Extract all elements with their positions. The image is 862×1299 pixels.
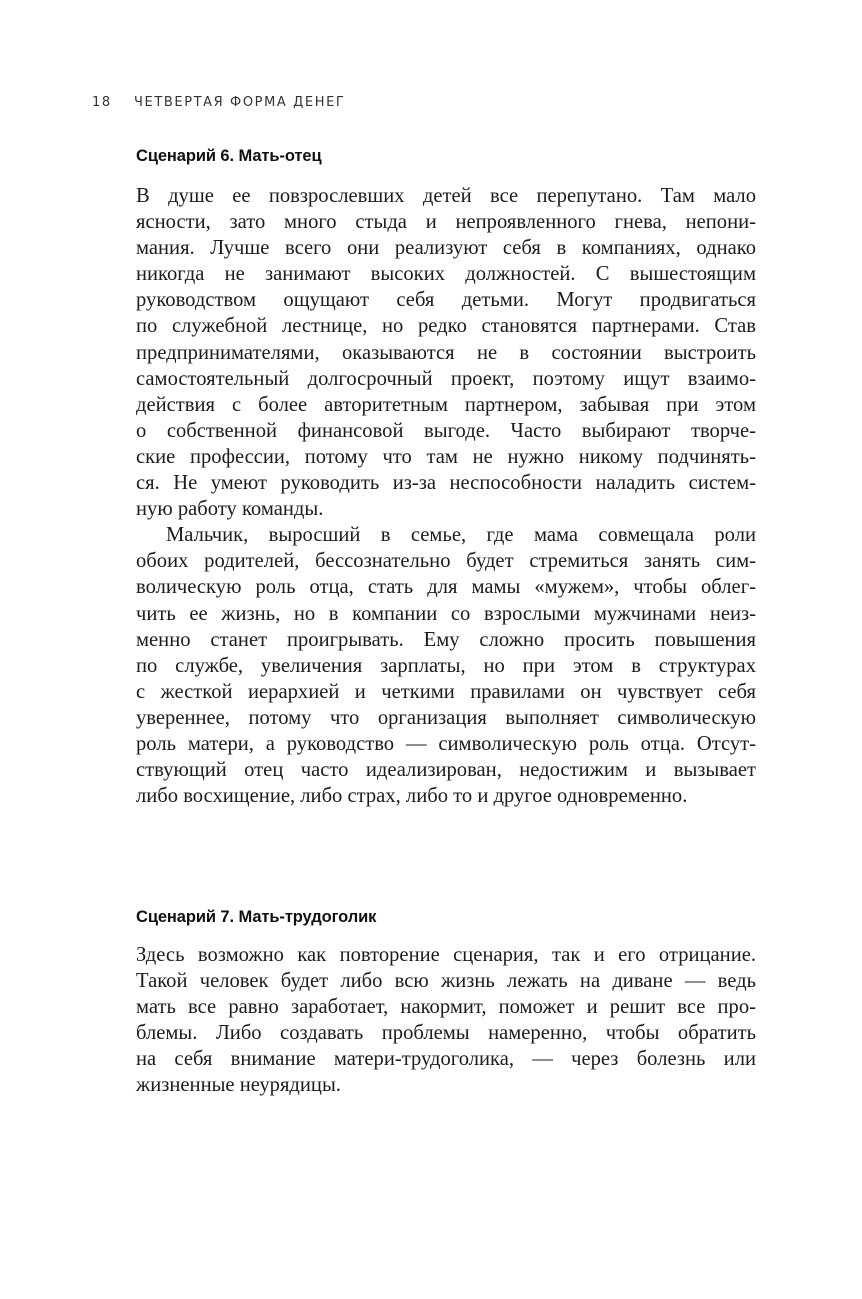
text-line: на себя внимание матери-трудоголика, — через болезнь или <box>136 1048 756 1071</box>
text-line: жизненные неурядицы. <box>136 1074 341 1097</box>
text-line: либо восхищение, либо страх, либо то и другое одновременно. <box>136 785 688 808</box>
text-line: действия с более авторитетным партнером, забывая при этом <box>136 393 756 416</box>
text-line: Мальчик, выросший в семье, где мама совмещала роли <box>166 524 756 547</box>
text-line: увереннее, потому что организация выполняет символическую <box>136 706 756 729</box>
text-line: ствующий отец часто идеализирован, недостижим и вызывает <box>136 759 756 782</box>
text-line: никогда не занимают высоких должностей. С вышестоящим <box>136 263 756 286</box>
book-title: ЧЕТВЕРТАЯ ФОРМА ДЕНЕГ <box>134 95 346 110</box>
text-line: предпринимателями, оказываются не в состоянии выстроить <box>136 341 756 364</box>
text-line: ся. Не умеют руководить из-за неспособности наладить систем- <box>136 472 756 495</box>
text-line: руководством ощущают себя детьми. Могут продвигаться <box>136 289 756 312</box>
text-line: блемы. Либо создавать проблемы намеренно, чтобы обратить <box>136 1022 756 1045</box>
text-line: волическую роль отца, стать для мамы «мужем», чтобы облег- <box>136 576 756 599</box>
text-line: мания. Лучше всего они реализуют себя в компаниях, однако <box>136 237 756 260</box>
text-line: Здесь возможно как повторение сценария, так и его отрицание. <box>136 944 756 966</box>
text-line: роль матери, а руководство — символическую роль отца. Отсут- <box>136 732 756 755</box>
text-line: чить ее жизнь, но в компании со взрослыми мужчинами неиз- <box>136 602 756 625</box>
text-line: по службе, увеличения зарплаты, но при этом в структурах <box>136 654 756 677</box>
section-heading-scenario-6: Сценарий 6. Мать-отец <box>136 147 322 165</box>
text-line: о собственной финансовой выгоде. Часто выбирают творче- <box>136 419 756 442</box>
text-line: ские профессии, потому что там не нужно никому подчинять- <box>136 445 756 468</box>
section-body-scenario-6 <box>136 183 756 809</box>
text-line: по служебной лестнице, но редко становятся партнерами. Став <box>136 315 756 338</box>
section-heading-scenario-7: Сценарий 7. Мать-трудоголик <box>136 908 377 926</box>
text-line: В душе ее повзрослевших детей все перепутано. Там мало <box>136 185 756 207</box>
text-line: менно станет проигрывать. Ему сложно просить повышения <box>136 628 756 651</box>
text-line: ясности, зато много стыда и непроявленного гнева, непони- <box>136 211 756 234</box>
text-line: ную работу команды. <box>136 498 324 521</box>
text-line: обоих родителей, бессознательно будет стремиться занять сим- <box>136 550 756 573</box>
page-number: 18 <box>92 95 112 110</box>
text-line: с жесткой иерархией и четкими правилами он чувствует себя <box>136 680 756 703</box>
section-body-scenario-7 <box>136 942 756 1099</box>
text-line: мать все равно заработает, накормит, поможет и решит все про- <box>136 996 756 1019</box>
text-line: самостоятельный долгосрочный проект, поэтому ищут взаимо- <box>136 367 756 390</box>
text-line: Такой человек будет либо всю жизнь лежать на диване — ведь <box>136 970 756 993</box>
running-head <box>92 95 345 115</box>
